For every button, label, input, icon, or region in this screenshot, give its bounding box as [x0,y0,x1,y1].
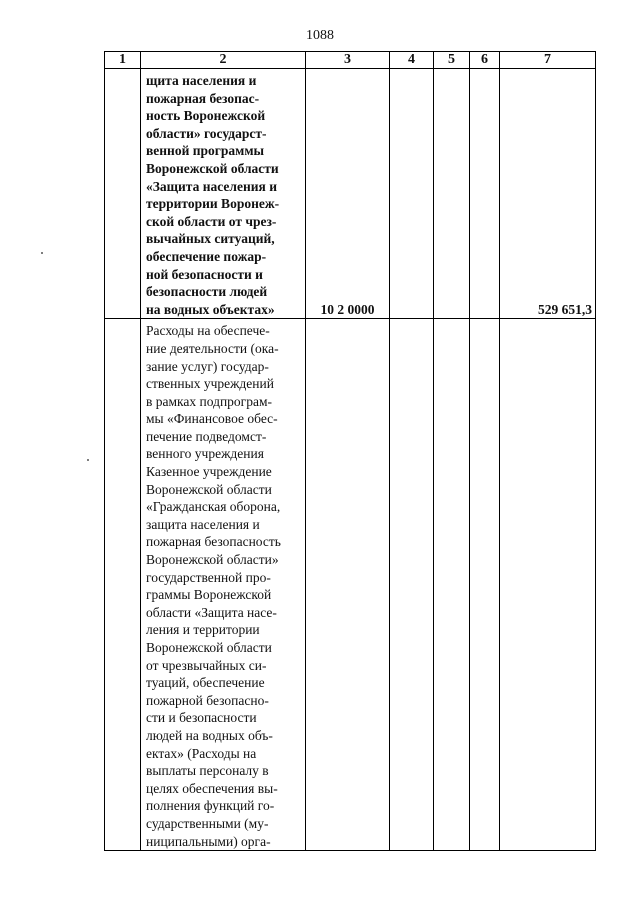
header-cell: 3 [306,52,390,69]
description-line: Воронежской области [146,481,272,497]
description-line: мы «Финансовое обес- [146,411,278,427]
header-cell: 7 [500,52,596,69]
description-line: безопасности людей [146,284,268,300]
description-line: Воронежской области [146,640,272,655]
row-number-cell [105,69,141,319]
description-cell [141,319,306,851]
description-line: защита населения и [146,516,260,532]
description-line: области «Защита насе- [146,604,277,620]
row-number-cell [105,319,141,851]
description-line: от чрезвычайных си- [146,657,267,673]
description-line: на водных объектах» [146,301,275,317]
description-line: граммы Воронежской [146,587,272,603]
amount-cell [500,319,596,851]
description-line: пожарная безопас- [146,90,260,106]
description-line: венного учреждения [146,446,264,462]
description-line: Воронежской области» [146,552,279,568]
description-line: пожарная безопасность [146,534,281,550]
description-line: ления и территории [146,622,260,638]
table-cell [470,69,500,319]
table-cell [390,69,434,319]
description-line: государственной про- [146,569,271,585]
table-cell [434,69,470,319]
table-cell [434,319,470,851]
description-line: области» государст- [146,125,267,141]
description-line: печение подведомст- [146,428,267,444]
description-line: ниципальными) орга- [146,833,271,849]
description-line: людей на водных объ- [146,727,273,743]
scan-dot [41,252,43,254]
description-line: Казенное учреждение [146,464,272,480]
description-line: сти и безопасности [146,710,257,726]
page-number: 1088 [306,28,334,43]
description-line: ственных учреждений [146,376,274,392]
description-cell [141,69,306,319]
amount-cell: 529 651,3 [500,69,596,319]
scan-dot [87,459,89,461]
header-cell: 2 [141,52,306,69]
header-cell: 5 [434,52,470,69]
header-cell: 6 [470,52,500,69]
description-line: обеспечение пожар- [146,248,267,264]
description-line: венной программы [146,143,265,159]
header-cell: 1 [105,52,141,69]
description-line: ской области от чрез- [146,213,277,229]
description-line: целях обеспечения вы- [146,780,278,796]
description-line: щита населения и [146,73,257,88]
table-row [105,319,596,851]
table-header-row [105,52,596,69]
description-line: пожарной безопасно- [146,692,269,708]
description-line: вычайных ситуаций, [146,231,275,247]
table-cell [390,319,434,851]
budget-table [104,51,596,851]
header-cell: 4 [390,52,434,69]
description-line: ность Воронежской [146,108,266,124]
code-cell: 10 2 0000 [306,69,390,319]
table-cell [470,319,500,851]
description-line: ной безопасности и [146,266,263,282]
description-line: зание услуг) государ- [146,358,269,374]
description-line: ние деятельности (ока- [146,340,279,356]
description-line: выплаты персоналу в [146,763,269,779]
description-line: Воронежской области [146,160,279,176]
description-line: «Гражданская оборона, [146,499,281,515]
description-line: Расходы на обеспече- [146,323,270,339]
description-line: «Защита населения и [146,178,277,194]
description-line: полнения функций го- [146,798,275,814]
description-line: ектах» (Расходы на [146,745,257,761]
code-cell [306,319,390,851]
description-line: сударственными (му- [146,815,269,831]
description-line: территории Воронеж- [146,196,280,212]
description-line: в рамках подпрограм- [146,393,273,409]
description-line: туаций, обеспечение [146,675,265,691]
table-row [105,69,596,319]
